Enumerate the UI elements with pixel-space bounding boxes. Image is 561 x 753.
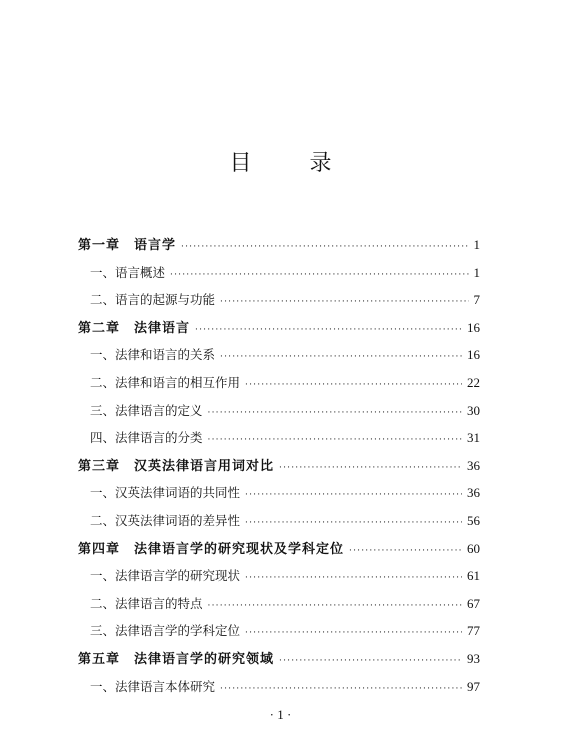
toc-entry-label xyxy=(90,424,203,452)
page-number: · 1 · xyxy=(269,707,292,722)
toc-page-number: 1 xyxy=(473,237,480,252)
toc-section-entry[interactable] xyxy=(78,479,480,507)
toc-entry-label xyxy=(90,369,240,397)
toc-page-number: 36 xyxy=(467,457,480,473)
title-char-2: 录 xyxy=(309,151,332,176)
toc-entry-title: 二、汉英法律词语的差异性 xyxy=(90,512,241,528)
toc-page-number: 16 xyxy=(467,347,480,363)
dot-leader xyxy=(245,372,462,400)
toc-entry-label xyxy=(90,590,203,618)
toc-page-number: 56 xyxy=(467,512,480,528)
dot-leader xyxy=(208,427,462,455)
table-of-contents xyxy=(78,231,480,700)
dot-leader xyxy=(245,482,462,510)
toc-entry-title: 三、法律语言的定义 xyxy=(90,402,203,418)
toc-page-number: 60 xyxy=(467,540,480,556)
toc-section-entry[interactable] xyxy=(78,424,480,452)
toc-page-number: 1 xyxy=(473,264,480,280)
chapter-number: 第三章 xyxy=(78,458,121,474)
toc-section-entry[interactable] xyxy=(78,507,480,535)
toc-entry-label xyxy=(90,479,240,507)
toc-entry-label xyxy=(90,259,165,287)
toc-entry-title: 一、汉英法律词语的共同性 xyxy=(90,485,241,501)
toc-entry-title: 一、法律语言本体研究 xyxy=(90,678,216,694)
dot-leader xyxy=(220,676,462,704)
toc-section-entry[interactable] xyxy=(78,369,480,397)
chapter-number: 第一章 xyxy=(78,238,121,253)
dot-leader xyxy=(245,620,462,648)
page-title xyxy=(0,146,561,177)
toc-page-number: 22 xyxy=(467,374,480,390)
dot-leader xyxy=(220,289,468,317)
toc-section-entry[interactable] xyxy=(78,259,480,287)
toc-entry-title: 法律语言学的研究现状及学科定位 xyxy=(134,541,345,557)
toc-page-number: 93 xyxy=(467,650,480,666)
toc-entry-label xyxy=(78,453,274,481)
chapter-number: 第二章 xyxy=(78,320,121,336)
dot-leader xyxy=(279,648,462,676)
dot-leader xyxy=(208,593,462,621)
toc-entry-label xyxy=(90,617,240,645)
toc-section-entry[interactable] xyxy=(78,617,480,645)
chapter-number: 第五章 xyxy=(78,651,121,667)
toc-entry-label xyxy=(78,315,190,343)
dot-leader xyxy=(279,455,462,483)
toc-entry-title: 汉英法律语言用词对比 xyxy=(134,458,275,474)
toc-page-number: 7 xyxy=(473,292,480,308)
toc-section-entry[interactable] xyxy=(78,397,480,425)
toc-chapter-entry[interactable] xyxy=(78,645,480,673)
toc-entry-title: 一、法律和语言的关系 xyxy=(90,347,216,363)
toc-entry-title: 语言学 xyxy=(134,238,177,253)
toc-entry-label xyxy=(90,397,203,425)
toc-page-number: 67 xyxy=(467,595,480,611)
title-char-1: 目 xyxy=(229,151,252,176)
toc-entry-label xyxy=(90,673,215,701)
toc-entry-title: 三、法律语言学的学科定位 xyxy=(90,623,241,639)
toc-entry-title: 法律语言 xyxy=(134,320,191,336)
toc-entry-title: 一、语言概述 xyxy=(90,264,166,280)
toc-entry-title: 二、语言的起源与功能 xyxy=(90,292,216,308)
dot-leader xyxy=(245,565,462,593)
toc-page-number: 61 xyxy=(467,568,480,584)
dot-leader xyxy=(208,400,462,428)
toc-entry-label xyxy=(90,341,215,369)
toc-section-entry[interactable] xyxy=(78,673,480,701)
dot-leader xyxy=(349,538,462,566)
toc-chapter-entry[interactable] xyxy=(78,452,480,480)
toc-entry-title: 一、法律语言学的研究现状 xyxy=(90,568,241,584)
toc-section-entry[interactable] xyxy=(78,562,480,590)
toc-page-number: 97 xyxy=(467,678,480,694)
toc-entry-label xyxy=(90,286,215,314)
dot-leader xyxy=(170,262,468,290)
toc-page-number: 31 xyxy=(467,430,480,446)
dot-leader xyxy=(195,317,462,345)
toc-section-entry[interactable] xyxy=(78,341,480,369)
dot-leader xyxy=(220,344,462,372)
toc-page-number: 77 xyxy=(467,623,480,639)
dot-leader xyxy=(181,234,468,262)
toc-section-entry[interactable] xyxy=(78,590,480,618)
toc-page-number: 36 xyxy=(467,485,480,501)
toc-entry-title: 二、法律语言的特点 xyxy=(90,595,203,611)
toc-entry-label xyxy=(90,507,240,535)
toc-entry-title: 四、法律语言的分类 xyxy=(90,430,203,446)
toc-entry-label xyxy=(78,536,344,564)
toc-entry-label xyxy=(78,232,176,260)
toc-entry-label xyxy=(78,646,274,674)
toc-chapter-entry[interactable] xyxy=(78,231,480,259)
toc-chapter-entry[interactable] xyxy=(78,535,480,563)
toc-entry-title: 法律语言学的研究领域 xyxy=(134,651,275,667)
dot-leader xyxy=(245,510,462,538)
chapter-number: 第四章 xyxy=(78,541,121,557)
toc-entry-label xyxy=(90,562,240,590)
toc-chapter-entry[interactable] xyxy=(78,314,480,342)
toc-page-number: 16 xyxy=(467,319,480,335)
toc-page-number: 30 xyxy=(467,402,480,418)
toc-entry-title: 二、法律和语言的相互作用 xyxy=(90,374,241,390)
toc-section-entry[interactable] xyxy=(78,286,480,314)
